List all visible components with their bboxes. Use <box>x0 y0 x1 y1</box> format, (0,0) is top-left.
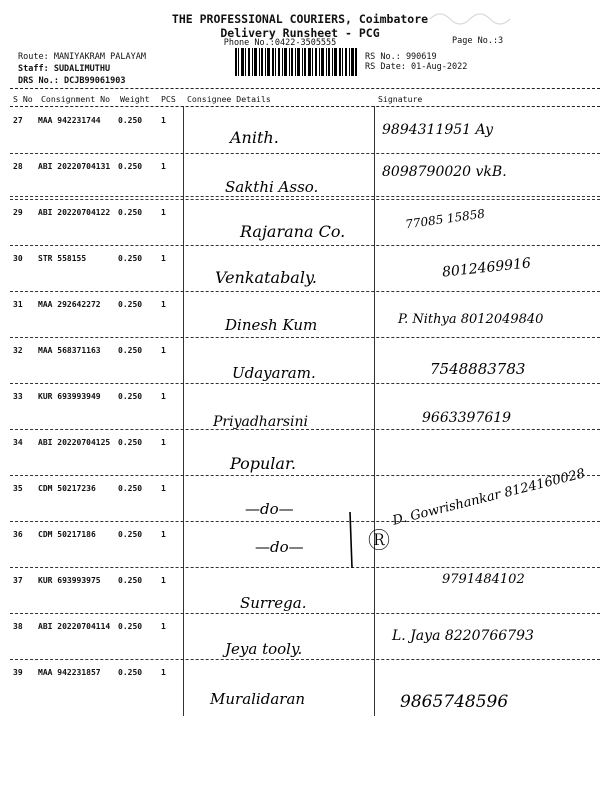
row-sno: 27 <box>13 116 23 125</box>
row-weight: 0.250 <box>118 300 143 309</box>
table-row <box>10 660 600 716</box>
row-weight: 0.250 <box>118 346 143 355</box>
row-weight: 0.250 <box>118 392 143 401</box>
row-consignment-no: ABI 20220704131 <box>38 162 111 171</box>
signature-handwriting: 9894311951 Ay <box>382 122 493 138</box>
table-row <box>10 614 600 660</box>
runsheet-subtitle: Delivery Runsheet - PCG <box>220 26 380 40</box>
row-pcs: 1 <box>161 622 166 631</box>
row-consignment-no: MAA 568371163 <box>38 346 101 355</box>
row-sno: 39 <box>13 668 23 677</box>
drs-number: DRS No.: DCJB99061903 <box>18 76 126 86</box>
table-row <box>10 108 600 154</box>
page-number: Page No.:3 <box>452 36 504 46</box>
signature-handwriting: Ⓡ <box>368 529 391 554</box>
row-consignment-no: ABI 20220704114 <box>38 622 111 631</box>
signature-handwriting: P. Nithya 8012049840 <box>398 312 544 327</box>
row-weight: 0.250 <box>118 254 143 263</box>
row-consignment-no: KUR 693993975 <box>38 576 101 585</box>
row-pcs: 1 <box>161 254 166 263</box>
row-sno: 37 <box>13 576 23 585</box>
row-weight: 0.250 <box>118 162 143 171</box>
consignee-handwriting: —do— <box>245 500 294 518</box>
signature-handwriting: 77085 15858 <box>404 206 486 232</box>
row-weight: 0.250 <box>118 576 143 585</box>
row-weight: 0.250 <box>118 668 143 677</box>
row-weight: 0.250 <box>118 622 143 631</box>
row-sno: 34 <box>13 438 23 447</box>
row-pcs: 1 <box>161 116 166 125</box>
row-pcs: 1 <box>161 668 166 677</box>
table-row <box>10 568 600 614</box>
row-consignment-no: CDM 50217236 <box>38 484 96 493</box>
row-consignment-no: ABI 20220704125 <box>38 438 111 447</box>
row-pcs: 1 <box>161 300 166 309</box>
row-pcs: 1 <box>161 484 166 493</box>
signature-handwriting: 8012469916 <box>441 255 532 281</box>
row-pcs: 1 <box>161 208 166 217</box>
row-pcs: 1 <box>161 392 166 401</box>
row-consignment-no: MAA 942231744 <box>38 116 101 125</box>
row-consignment-no: KUR 693993949 <box>38 392 101 401</box>
row-weight: 0.250 <box>118 208 143 217</box>
table-row <box>10 430 600 476</box>
company-title: THE PROFESSIONAL COURIERS, Coimbatore <box>171 12 429 26</box>
table-row <box>10 246 600 292</box>
signature-handwriting: 7548883783 <box>430 360 526 378</box>
row-sno: 35 <box>13 484 23 493</box>
header-rule-bottom <box>10 106 600 107</box>
table-row <box>10 292 600 338</box>
column-header-signature: Signature <box>378 94 423 104</box>
column-header-sno: S No <box>13 94 33 104</box>
row-consignment-no: STR 558155 <box>38 254 87 263</box>
consignee-handwriting: Anith. <box>230 128 279 147</box>
bracket-mark <box>340 510 370 570</box>
table-row <box>10 200 600 246</box>
consignee-handwriting: Udayaram. <box>232 364 316 382</box>
consignee-handwriting: Priyadharsini <box>213 414 309 430</box>
row-weight: 0.250 <box>118 530 143 539</box>
row-pcs: 1 <box>161 438 166 447</box>
row-sno: 36 <box>13 530 23 539</box>
rs-number: RS No.: 990619 <box>365 52 437 62</box>
barcode <box>235 48 357 76</box>
table-row <box>10 522 600 568</box>
row-sno: 32 <box>13 346 23 355</box>
row-pcs: 1 <box>161 530 166 539</box>
consignee-handwriting: Surrega. <box>240 594 307 612</box>
row-consignment-no: ABI 20220704122 <box>38 208 111 217</box>
row-weight: 0.250 <box>118 116 143 125</box>
table-row <box>10 338 600 384</box>
signature-handwriting: 9865748596 <box>400 692 509 712</box>
row-divider <box>10 196 600 197</box>
table-row <box>10 466 600 529</box>
signature-handwriting: D. Gowrishankar 8124160028 <box>391 466 587 529</box>
table-row <box>10 384 600 430</box>
column-header-pcs: PCS <box>161 94 176 104</box>
row-pcs: 1 <box>161 576 166 585</box>
row-sno: 33 <box>13 392 23 401</box>
row-sno: 31 <box>13 300 23 309</box>
table-row <box>10 154 600 200</box>
row-sno: 28 <box>13 162 23 171</box>
row-pcs: 1 <box>161 346 166 355</box>
row-weight: 0.250 <box>118 484 143 493</box>
header-rule-top <box>10 88 600 89</box>
column-header-consignment: Consignment No <box>41 94 111 104</box>
consignee-handwriting: Popular. <box>230 454 296 473</box>
route-label: Route: MANIYAKRAM PALAYAM <box>18 52 146 62</box>
consignee-handwriting: Venkatabaly. <box>215 268 317 287</box>
row-sno: 30 <box>13 254 23 263</box>
phone-number: Phone No.:0422-3505555 <box>223 38 337 48</box>
signature-handwriting: 9663397619 <box>422 410 512 426</box>
row-sno: 29 <box>13 208 23 217</box>
column-header-consignee: Consignee Details <box>187 94 271 104</box>
consignee-handwriting: Rajarana Co. <box>240 222 346 241</box>
row-weight: 0.250 <box>118 438 143 447</box>
column-header-weight: Weight <box>120 94 150 104</box>
row-consignment-no: MAA 942231857 <box>38 668 101 677</box>
row-consignment-no: MAA 292642272 <box>38 300 101 309</box>
row-pcs: 1 <box>161 162 166 171</box>
rs-date: RS Date: 01-Aug-2022 <box>365 62 468 72</box>
staff-label: Staff: SUDALIMUTHU <box>18 64 111 74</box>
consignee-handwriting: —do— <box>255 538 304 556</box>
consignee-handwriting: Sakthi Asso. <box>225 178 319 196</box>
signature-handwriting: L. Jaya 8220766793 <box>392 628 534 644</box>
stamp-mark <box>425 7 515 29</box>
consignee-handwriting: Jeya tooly. <box>225 640 303 658</box>
row-sno: 38 <box>13 622 23 631</box>
signature-handwriting: 9791484102 <box>442 572 525 587</box>
signature-handwriting: 8098790020 vkB. <box>382 164 507 180</box>
consignee-handwriting: Dinesh Kum <box>225 316 318 334</box>
row-consignment-no: CDM 50217186 <box>38 530 96 539</box>
consignee-handwriting: Muralidaran <box>210 690 306 708</box>
